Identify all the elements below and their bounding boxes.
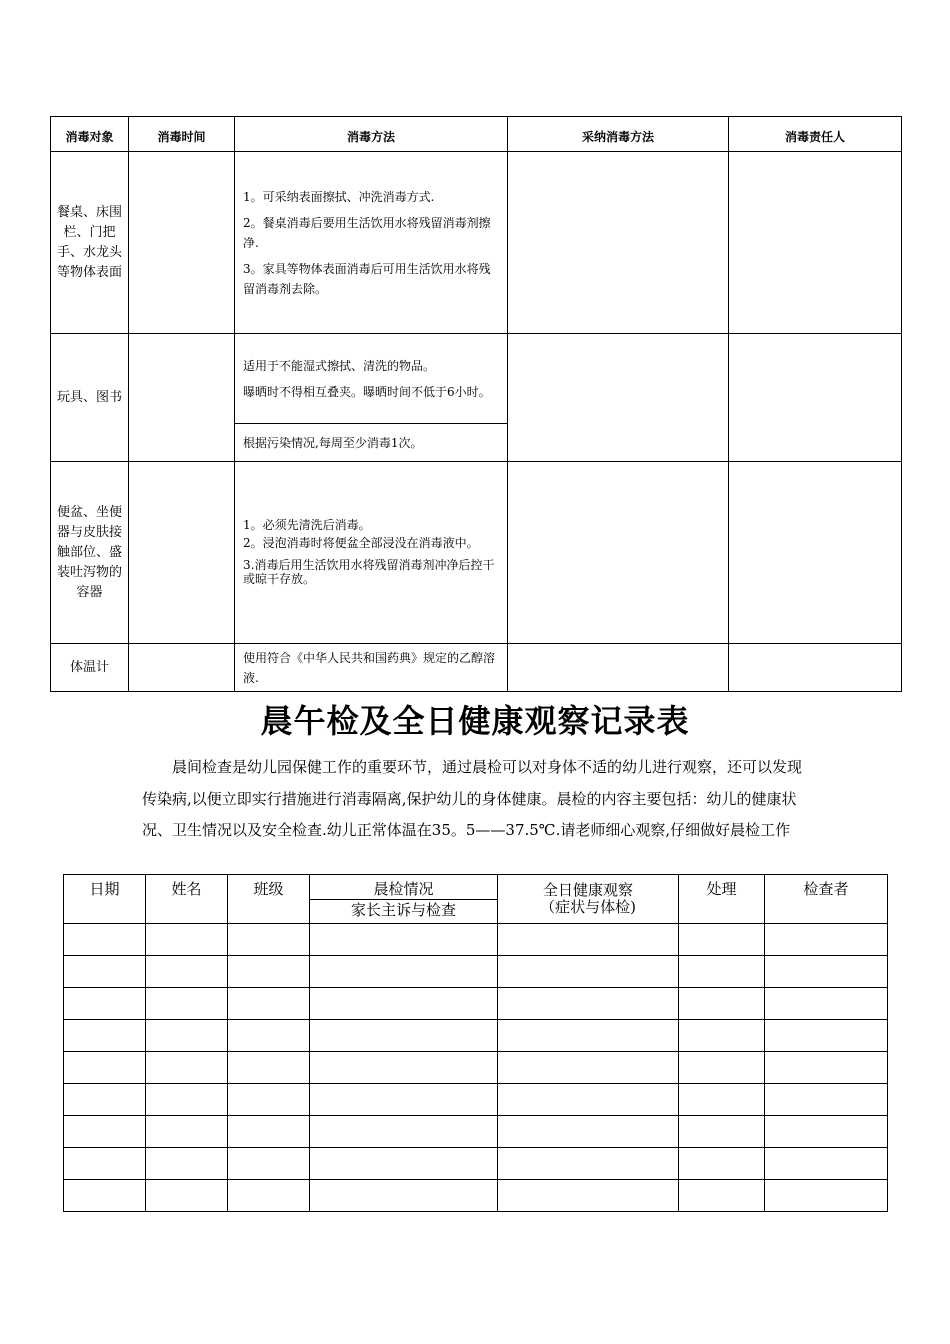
- adopted-method-cell: [508, 152, 729, 334]
- empty-cell[interactable]: [765, 1052, 888, 1084]
- table-row: [64, 1084, 888, 1116]
- time-cell: [129, 644, 235, 692]
- empty-cell[interactable]: [310, 988, 498, 1020]
- empty-cell[interactable]: [228, 1020, 310, 1052]
- empty-cell[interactable]: [498, 924, 679, 956]
- empty-cell[interactable]: [146, 924, 228, 956]
- empty-cell[interactable]: [765, 1180, 888, 1212]
- header-time: 消毒时间: [129, 117, 235, 152]
- empty-cell[interactable]: [228, 1148, 310, 1180]
- header-morning-check-sub: 家长主诉与检查: [350, 900, 456, 919]
- disinfection-header-row: [51, 117, 902, 152]
- table-row: [64, 1052, 888, 1084]
- table-row: [51, 644, 902, 692]
- empty-cell[interactable]: [498, 1052, 679, 1084]
- empty-cell[interactable]: [228, 1116, 310, 1148]
- empty-cell[interactable]: [765, 1148, 888, 1180]
- method-frequency-cell: 根据污染情况,每周至少消毒1次。: [235, 424, 508, 462]
- method-line: 3。家具等物体表面消毒后可用生活饮用水将残留消毒剂去除。: [243, 261, 491, 296]
- empty-cell[interactable]: [765, 988, 888, 1020]
- empty-cell[interactable]: [679, 1180, 765, 1212]
- method-line: 2。浸泡消毒时将便盆全部浸没在消毒液中。: [243, 535, 479, 550]
- empty-cell[interactable]: [146, 1052, 228, 1084]
- empty-cell[interactable]: [765, 1020, 888, 1052]
- disinfection-table: [50, 116, 902, 692]
- empty-cell[interactable]: [679, 956, 765, 988]
- empty-cell[interactable]: [498, 1084, 679, 1116]
- table-row: [51, 152, 902, 334]
- adopted-method-cell: [508, 644, 729, 692]
- header-allday-title: 全日健康观察: [542, 881, 633, 899]
- object-cell: 便盆、坐便器与皮肤接触部位、盛装吐泻物的容器: [51, 462, 129, 644]
- responsible-cell: [729, 644, 902, 692]
- table-row: [64, 956, 888, 988]
- empty-cell[interactable]: [498, 1116, 679, 1148]
- empty-cell[interactable]: [679, 1052, 765, 1084]
- empty-cell[interactable]: [228, 1180, 310, 1212]
- header-object: 消毒对象: [51, 117, 129, 152]
- empty-cell[interactable]: [310, 956, 498, 988]
- responsible-cell: [729, 152, 902, 334]
- empty-cell[interactable]: [228, 988, 310, 1020]
- empty-cell[interactable]: [64, 924, 146, 956]
- method-line: 曝晒时不得相互叠夹。曝晒时间不低于6小时。: [243, 384, 491, 399]
- method-line: 使用符合《中华人民共和国药典》规定的乙醇溶液.: [243, 650, 496, 685]
- time-cell: [129, 462, 235, 644]
- empty-cell[interactable]: [679, 1020, 765, 1052]
- empty-cell[interactable]: [310, 924, 498, 956]
- empty-cell[interactable]: [64, 1020, 146, 1052]
- method-cell: [235, 644, 508, 692]
- header-responsible: 消毒责任人: [729, 117, 902, 152]
- empty-cell[interactable]: [765, 1084, 888, 1116]
- table-row: [51, 462, 902, 644]
- empty-cell[interactable]: [498, 1020, 679, 1052]
- table-row: [64, 1020, 888, 1052]
- empty-cell[interactable]: [64, 1084, 146, 1116]
- empty-cell[interactable]: [64, 988, 146, 1020]
- responsible-cell: [729, 334, 902, 462]
- empty-cell[interactable]: [498, 1180, 679, 1212]
- table-row: [64, 924, 888, 956]
- empty-cell[interactable]: [146, 956, 228, 988]
- empty-cell[interactable]: [679, 988, 765, 1020]
- object-cell: 体温计: [51, 644, 129, 692]
- method-line: 1。必须先清洗后消毒。: [243, 517, 371, 532]
- empty-cell[interactable]: [228, 956, 310, 988]
- empty-cell[interactable]: [146, 1116, 228, 1148]
- method-cell: [235, 334, 508, 424]
- empty-cell[interactable]: [679, 1084, 765, 1116]
- empty-cell[interactable]: [146, 1148, 228, 1180]
- empty-cell[interactable]: [679, 1116, 765, 1148]
- empty-cell[interactable]: [310, 1116, 498, 1148]
- table-row: [64, 1116, 888, 1148]
- table-row: [64, 1180, 888, 1212]
- header-class: 班级: [228, 875, 310, 924]
- adopted-method-cell: [508, 462, 729, 644]
- empty-cell[interactable]: [64, 1148, 146, 1180]
- empty-cell[interactable]: [310, 1020, 498, 1052]
- header-morning-check: [310, 875, 498, 924]
- empty-cell[interactable]: [146, 1084, 228, 1116]
- empty-cell[interactable]: [64, 956, 146, 988]
- empty-cell[interactable]: [64, 1116, 146, 1148]
- empty-cell[interactable]: [228, 924, 310, 956]
- header-checker: 检查者: [765, 875, 888, 924]
- empty-cell[interactable]: [64, 1180, 146, 1212]
- empty-cell[interactable]: [679, 1148, 765, 1180]
- table-row: [64, 988, 888, 1020]
- empty-cell[interactable]: [765, 956, 888, 988]
- empty-cell[interactable]: [310, 1148, 498, 1180]
- object-cell: 玩具、图书: [51, 334, 129, 462]
- method-cell: [235, 152, 508, 334]
- empty-cell[interactable]: [310, 1180, 498, 1212]
- method-line: 适用于不能湿式擦拭、清洗的物品。: [243, 358, 436, 373]
- empty-cell[interactable]: [146, 1180, 228, 1212]
- empty-cell[interactable]: [146, 988, 228, 1020]
- header-handling: 处理: [679, 875, 765, 924]
- header-method: 消毒方法: [235, 117, 508, 152]
- header-allday-sub: （症状与体检): [540, 898, 636, 916]
- empty-cell[interactable]: [310, 1052, 498, 1084]
- empty-cell[interactable]: [498, 1148, 679, 1180]
- empty-cell[interactable]: [498, 956, 679, 988]
- method-cell: [235, 462, 508, 644]
- observation-header-row: [64, 875, 888, 924]
- header-name: 姓名: [146, 875, 228, 924]
- observation-body: [64, 924, 888, 1212]
- time-cell: [129, 334, 235, 462]
- method-line: 1。可采纳表面擦拭、冲洗消毒方式.: [243, 189, 435, 204]
- intro-text: 晨间检查是幼儿园保健工作的重要环节，通过晨检可以对身体不适的幼儿进行观察，还可以发现传染病,以便立即实行措施进行消毒隔离,保护幼儿的身体健康。晨检的内容主要包括：幼儿的健康状况、卫生情况以及安全检查.幼儿正常体温在35。5——37.5℃.请老师细心观察,仔细做好晨检工作: [142, 758, 803, 839]
- table-row: [64, 1148, 888, 1180]
- empty-cell[interactable]: [64, 1052, 146, 1084]
- header-adopted-method: 采纳消毒方法: [508, 117, 729, 152]
- intro-paragraph: [142, 752, 812, 847]
- empty-cell[interactable]: [765, 1116, 888, 1148]
- empty-cell[interactable]: [228, 1084, 310, 1116]
- table-row: [51, 334, 902, 424]
- page-title: 晨午检及全日健康观察记录表: [260, 702, 690, 740]
- header-morning-check-title: 晨检情况: [310, 879, 497, 900]
- empty-cell[interactable]: [228, 1052, 310, 1084]
- observation-table: [63, 874, 888, 1212]
- empty-cell[interactable]: [146, 1020, 228, 1052]
- time-cell: [129, 152, 235, 334]
- empty-cell[interactable]: [498, 988, 679, 1020]
- method-line: 2。餐桌消毒后要用生活饮用水将残留消毒剂擦净.: [243, 215, 491, 250]
- empty-cell[interactable]: [765, 924, 888, 956]
- empty-cell[interactable]: [310, 1084, 498, 1116]
- object-cell: 餐桌、床围栏、门把手、水龙头等物体表面: [51, 152, 129, 334]
- header-allday: [498, 875, 679, 924]
- method-line: 3.消毒后用生活饮用水将残留消毒剂冲净后控干或晾干存放。: [243, 557, 495, 586]
- header-date: 日期: [64, 875, 146, 924]
- empty-cell[interactable]: [679, 924, 765, 956]
- responsible-cell: [729, 462, 902, 644]
- adopted-method-cell: [508, 334, 729, 462]
